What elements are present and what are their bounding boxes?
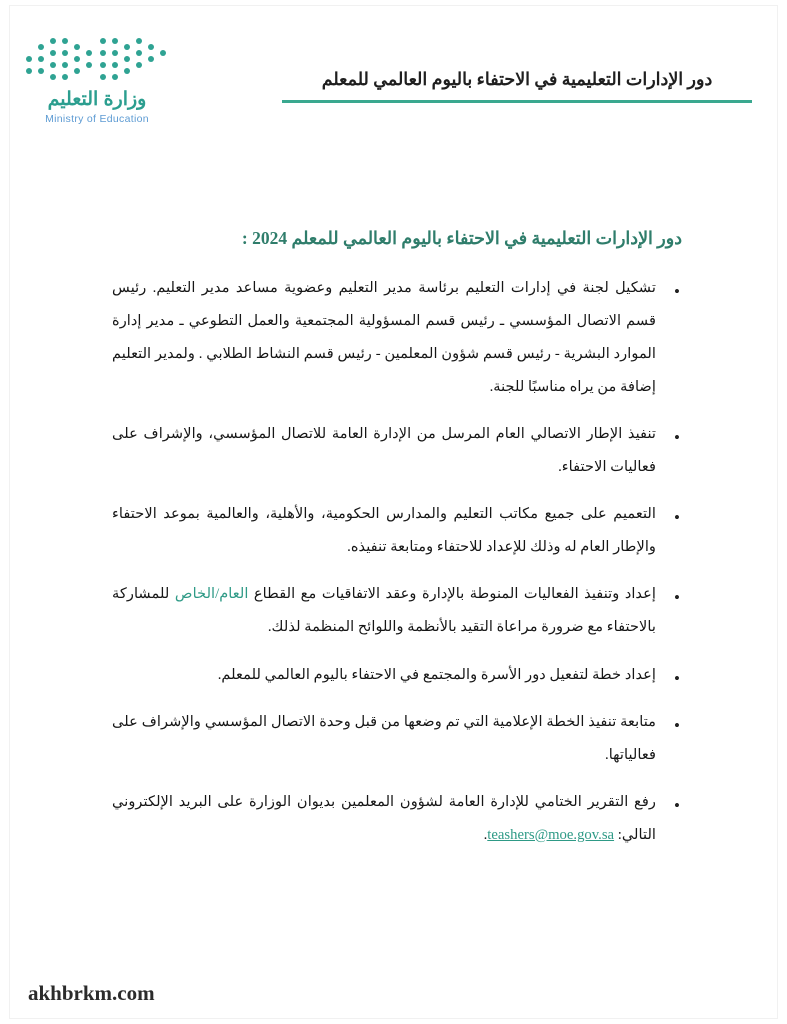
watermark: akhbrkm.com <box>28 981 155 1005</box>
list-item-text: متابعة تنفيذ الخطة الإعلامية التي تم وضعها من قبل وحدة الاتصال المؤسسي والإشراف على فعالياتها. <box>112 713 656 763</box>
page-title: دور الإدارات التعليمية في الاحتفاء باليوم العالمي للمعلم <box>321 69 713 89</box>
section-title: دور الإدارات التعليمية في الاحتفاء باليوم العالمي للمعلم 2024 : <box>241 228 682 248</box>
list-item <box>112 498 682 564</box>
period: . <box>483 826 488 843</box>
list-item-text: تنفيذ الإطار الاتصالي العام المرسل من الإدارة العامة للاتصال المؤسسي، والإشراف على فعاليات الاحتفاء. <box>112 426 656 476</box>
list-item <box>112 272 682 404</box>
highlighted-phrase: العام/الخاص <box>174 586 249 603</box>
ministry-logo <box>17 34 177 125</box>
list-item-text-part-1: إعداد وتنفيذ الفعاليات المنوطة بالإدارة وعقد الاتفاقيات مع القطاع العام/الخاص للمشاركة بالاحتفاء مع ضرورة مراعاة التقيد بالأنظمة واللوائح المنظمة لذلك. <box>112 586 656 636</box>
list-item <box>112 659 682 692</box>
ministry-dots-logo <box>22 34 172 86</box>
list-item-text: إعداد خطة لتفعيل دور الأسرة والمجتمع في الاحتفاء باليوم العالمي للمعلم. <box>217 666 656 683</box>
list-item <box>112 418 682 484</box>
document-body <box>112 224 682 866</box>
header-divider <box>282 100 752 103</box>
list-item-text: رفع التقرير الختامي للإدارة العامة لشؤون المعلمين بديوان الوزارة على البريد الإلكتروني التالي: <box>112 793 656 843</box>
list-item <box>112 706 682 772</box>
ministry-name-english: Ministry of Education <box>45 113 149 125</box>
list-item-text: تشكيل لجنة في إدارات التعليم برئاسة مدير التعليم وعضوية مساعد مدير التعليم. رئيس قسم الاتصال المؤسسي ـ رئيس قسم المسؤولية المجتمعية والعمل التطوعي ـ مدير إدارة الموارد البشرية - رئيس قسم شؤون المعلمين - رئيس قسم النشاط الطلابي . ولمدير التعليم إضافة من يراه مناسبًا للجنة. <box>112 279 656 395</box>
list-item-text: التعميم على جميع مكاتب التعليم والمدارس الحكومية، والأهلية، والعالمية بموعد الاحتفاء والإطار العام له وذلك للإعداد للاحتفاء ومتابعة تنفيذه. <box>112 506 656 556</box>
list-item-highlighted <box>112 578 682 644</box>
document-header <box>10 28 777 138</box>
bullet-list <box>112 272 682 852</box>
list-item-email <box>112 786 682 852</box>
document-page <box>10 6 777 1018</box>
list-item-text <box>112 586 656 635</box>
ministry-name-arabic: وزارة التعليم <box>47 89 147 110</box>
header-title-block <box>267 66 767 103</box>
contact-email-link[interactable]: teashers@moe.gov.sa <box>487 826 615 843</box>
